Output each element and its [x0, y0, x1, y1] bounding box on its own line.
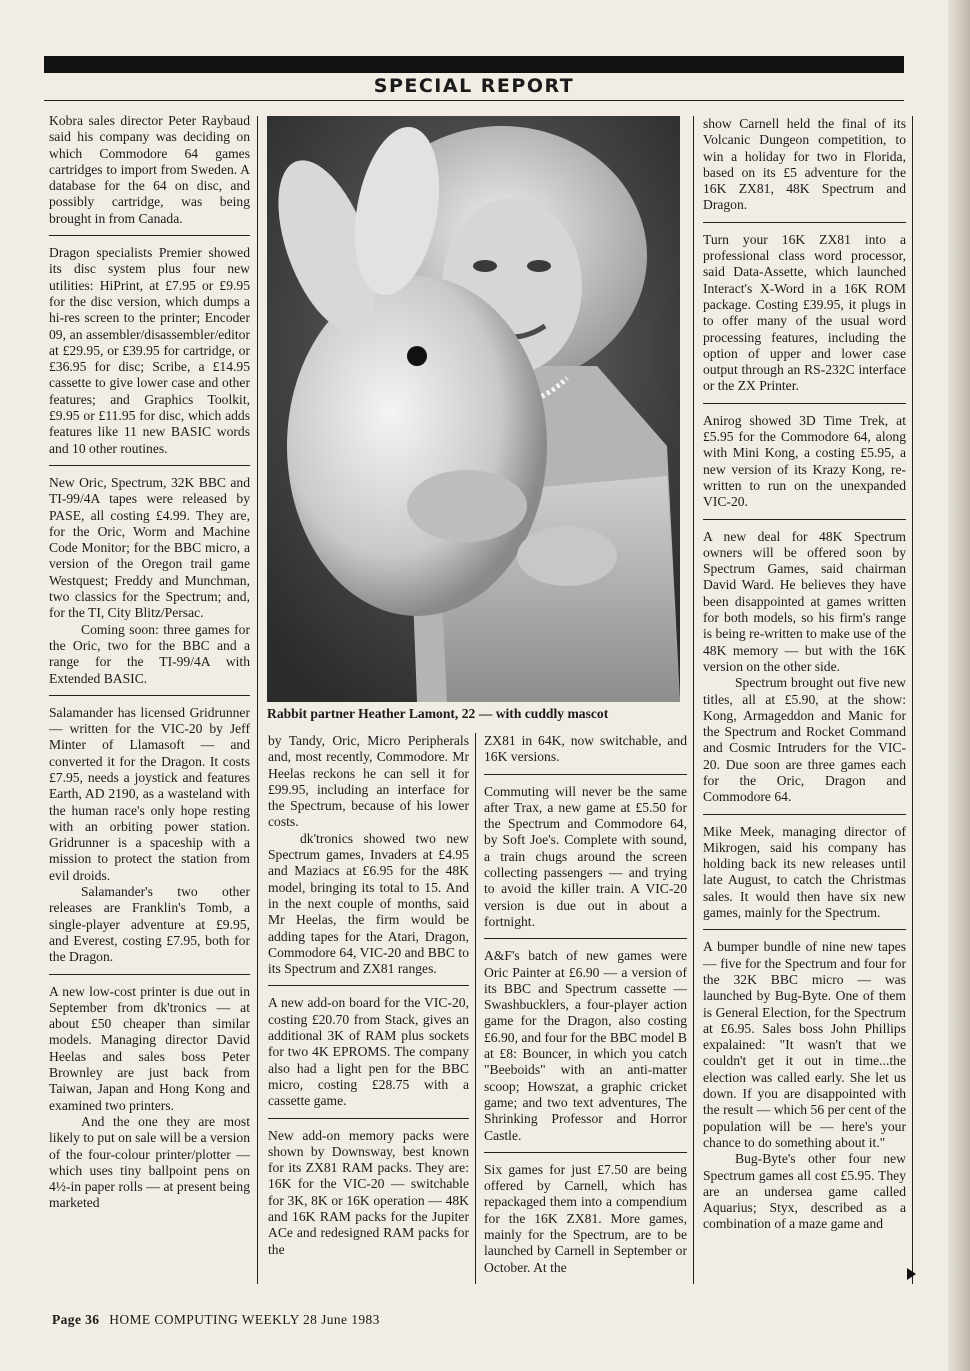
paragraph: ZX81 in 64K, now switchable, and 16K versions.: [484, 733, 687, 765]
publication-name: HOME COMPUTING WEEKLY 28 June 1983: [109, 1312, 380, 1327]
paragraph: dk'tronics showed two new Spectrum games, Invaders at £4.95 and Maziacs at £6.95 for the 48K model, bringing its total to 15. And in the next couple of months, said Mr Heelas, the firm would be adding tapes for the Atari, Dragon, Commodore 64, VIC-20 and BBC to its Spectrum and ZX81 ranges.: [268, 830, 469, 977]
header-black-bar: [44, 56, 904, 73]
article-column-4: [703, 116, 906, 1233]
item-rule: [703, 403, 906, 404]
item-rule: [49, 235, 250, 236]
photo-caption: Rabbit partner Heather Lamont, 22 — with cuddly mascot: [267, 706, 609, 721]
item-rule: [49, 695, 250, 696]
header-rule: [44, 100, 904, 101]
page-edge-shadow: [948, 0, 970, 1371]
article-column-3: [484, 733, 687, 1276]
article-column-1: [49, 113, 250, 1212]
paragraph: by Tandy, Oric, Micro Peripherals and, most recently, Commodore. Mr Heelas reckons he can sell it for £99.95, including an interface for the Spectrum, because of his lower costs.: [268, 733, 469, 830]
page-number: Page 36: [52, 1312, 100, 1327]
item-rule: [703, 222, 906, 223]
continued-arrow-icon: [907, 1268, 916, 1280]
item-rule: [49, 974, 250, 975]
paragraph: Salamander's two other releases are Franklin's Tomb, a single-player adventure at £9.95, and Everest, costing £7.95, both for the Dragon.: [49, 884, 250, 965]
paragraph: Dragon specialists Premier showed its disc system plus four new utilities: HiPrint, at £7.95 or £9.95 for the disc version, which dumps a hi-res screen to the printer; Encoder 09, an assembler/disassembler/editor at £29.95, or £39.95 for cartridge, or £36.95 for disc; Scribe, a £14.95 cassette to give lower case and other features; and Graphics Toolkit, £9.95 or £11.95 for disc, which adds features like 11 new BASIC words and 10 other routines.: [49, 245, 250, 456]
paragraph: Six games for just £7.50 are being offered by Carnell, which has repackaged them into a compendium for the 16K ZX81. More games, mainly for the Spectrum, are to be launched by Carnell in September or October. At the: [484, 1161, 687, 1275]
item-rule: [49, 465, 250, 466]
column-divider: [475, 733, 476, 1284]
paragraph: Coming soon: three games for the Oric, two for the BBC and a range for the TI-99/4A with Extended BASIC.: [49, 621, 250, 686]
paragraph: A new deal for 48K Spectrum owners will be offered soon by Spectrum Games, said chairman David Ward. He believes they have been disappointed at games written for both models, so his firm's range is being re-written to make use of the 48K memory — but with the 16K version on the other side.: [703, 528, 906, 674]
paragraph: Spectrum brought out five new titles, all at £5.90, at the show: Kong, Armageddon and Manic for the Spectrum and Rocket Command and Cosmic Intruders for the VIC-20. Due soon are three games each for the Oric, Dragon and Commodore 64.: [703, 675, 906, 805]
paragraph: show Carnell held the final of its Volcanic Dungeon competition, to win a holiday for two in Florida, based on its £5 adventure for the 16K ZX81, 48K Spectrum and Dragon.: [703, 116, 906, 213]
paragraph: Kobra sales director Peter Raybaud said his company was deciding on which Commodore 64 games cartridges to import from Sweden. A database for the 64 on disc, and possibly cartridge, was being brought in from Canada.: [49, 113, 250, 226]
item-rule: [268, 985, 469, 986]
column-divider: [693, 116, 694, 1284]
paragraph: A bumper bundle of nine new tapes — five for the Spectrum and four for the 32K BBC micro — was launched by Bug-Byte. One of them is General Election, for the Spectrum at £6.95. Sales boss John Phillips expalained: "It wasn't that we couldn't get it out in time...the election was called early. She let us down. If you are disappointed with the result — which 56 per cent of the population will be — here's your chance to do something about it.": [703, 939, 906, 1150]
paragraph: A new add-on board for the VIC-20, costing £20.70 from Stack, gives an additional 3K of RAM plus sockets for two 4K EPROMS. The company also had a light pen for the BBC micro, costing £28.75 with a cassette game.: [268, 995, 469, 1109]
paragraph: A new low-cost printer is due out in September from dk'tronics — at about £50 cheaper than similar models. Managing director David Heelas and sales boss Peter Brownley are just back from Taiwan, Japan and Hong Kong and examined two printers.: [49, 983, 250, 1113]
item-rule: [484, 774, 687, 775]
paragraph: Turn your 16K ZX81 into a professional class word processor, said Data-Assette, which launched Interact's X-Word in a 16K ROM package. Costing £39.95, it plugs in to offer many of the usual word processing features, including the option of upper and lower case output through an RS-232C interface or the ZX Printer.: [703, 231, 906, 394]
item-rule: [703, 814, 906, 815]
item-rule: [703, 929, 906, 930]
article-column-2: [268, 733, 469, 1258]
paragraph: Commuting will never be the same after Trax, a new game at £5.50 for the Spectrum and Commodore 64, by Soft Joe's. Complete with sound, a train chugs around the screen collecting passengers — and trying to avoid the killer train. A VIC-20 version is due out in about a fortnight.: [484, 783, 687, 929]
rabbit-photo: [267, 116, 680, 702]
paragraph: A&F's batch of new games were Oric Painter at £6.90 — a version of its BBC and Spectrum cassette — Swashbucklers, a four-player action game for the Dragon, also costing £6.90, and four for the BBC model B at £8: Bouncer, in which you catch "Beeboids" with an anti-matter scoop; Howszat, a graphic cricket game; and two text adventures, The Shrinking Professor and Horror Castle.: [484, 948, 687, 1143]
paragraph: Anirog showed 3D Time Trek, at £5.95 for the Commodore 64, along with Mini Kong, a costing £5.95, a new version of its Krazy Kong, re-written to run on the unexpanded VIC-20.: [703, 412, 906, 510]
page-footer: [52, 1312, 380, 1328]
item-rule: [484, 1152, 687, 1153]
paragraph: Mike Meek, managing director of Mikrogen, said his company has holding back its new releases until late August, to catch the Christmas sales. It would then have six new games, mainly for the Spectrum.: [703, 823, 906, 921]
paragraph: New Oric, Spectrum, 32K BBC and TI-99/4A tapes were released by PASE, all costing £4.99. They are, for the Oric, Worm and Machine Code Monitor; for the BBC micro, a version of the Oregon trail game Westquest; Freddy and Munchman, two classics for the Spectrum; and, for the TI, City Blitz/Persac.: [49, 474, 250, 621]
item-rule: [703, 519, 906, 520]
paragraph: Salamander has licensed Gridrunner — written for the VIC-20 by Jeff Minter of Llamasoft — and converted it for the Dragon. It costs £7.95, needs a joystick and features Earth, AD 2190, as a wasteland with the human race's only hope resting with an orbiting power station. Gridrunner is a spaceship with a mission to protect the station from evil droids.: [49, 704, 250, 883]
paragraph: New add-on memory packs were shown by Downsway, best known for its ZX81 RAM packs. They are: 16K for the VIC-20 — switchable for 3K, 8K or 16K operation — 48K and 16K RAM packs for the Jupiter ACe and redesigned RAM packs for the: [268, 1127, 469, 1257]
item-rule: [484, 938, 687, 939]
paragraph: Bug-Byte's other four new Spectrum games all cost £5.95. They are an undersea game called Aquarius; Styx, described as a combination of a maze game and: [703, 1151, 906, 1232]
paragraph: And the one they are most likely to put on sale will be a version of the four-colour printer/plotter — which uses tiny ballpoint pens on 4½-in paper rolls — at present being marketed: [49, 1113, 250, 1211]
section-title: SPECIAL REPORT: [373, 75, 575, 97]
column-divider: [912, 116, 913, 1284]
item-rule: [268, 1118, 469, 1119]
column-divider: [257, 116, 258, 1284]
